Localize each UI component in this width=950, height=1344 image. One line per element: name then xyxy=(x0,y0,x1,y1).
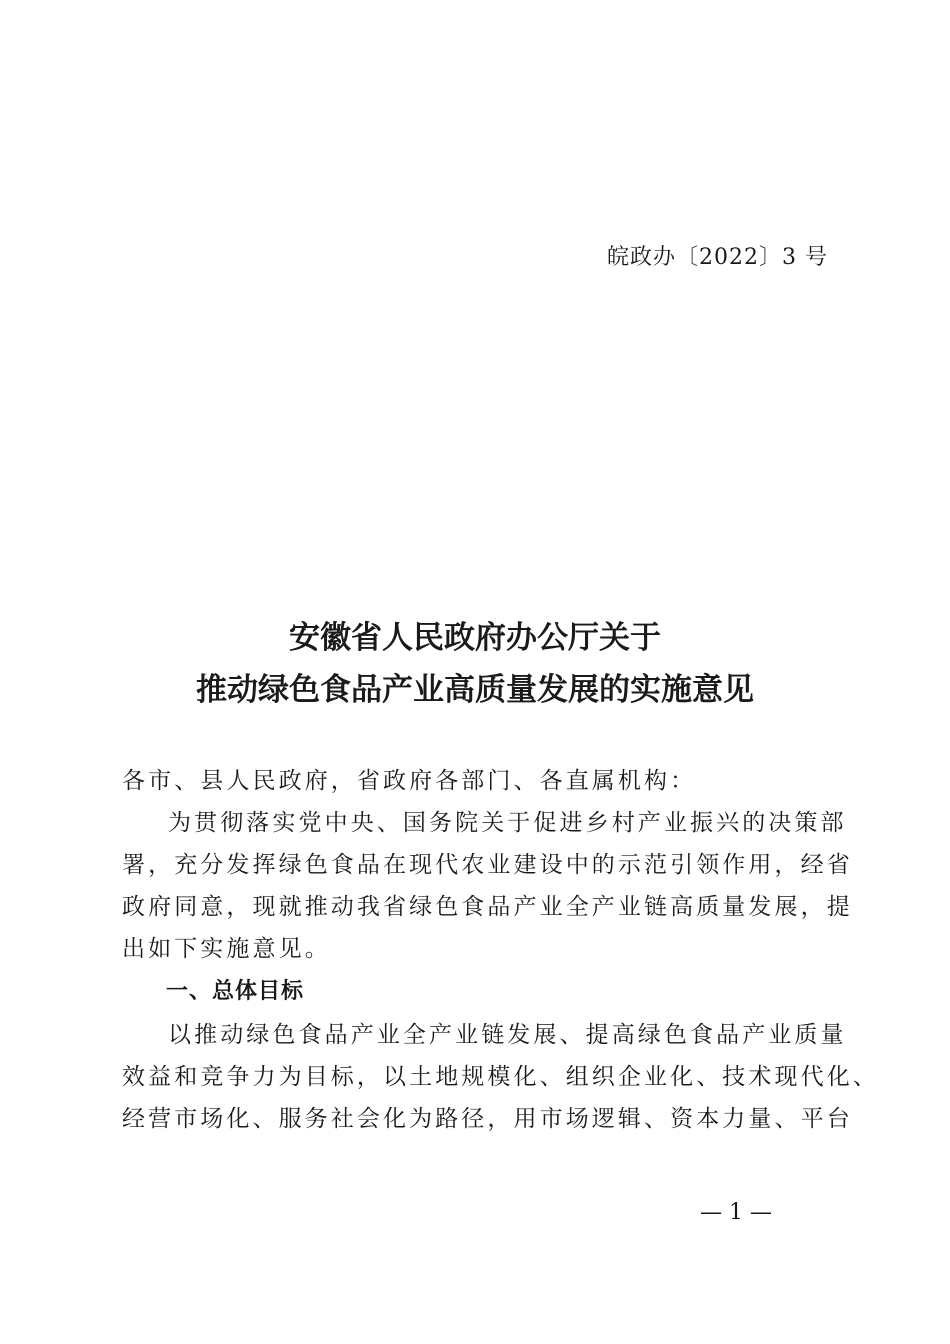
section-1-heading: 一、总体目标 xyxy=(166,979,305,1004)
section-1-line-2: 效益和竞争力为目标，以土地规模化、组织企业化、技术现代化、 xyxy=(122,1064,879,1090)
document-body xyxy=(122,760,879,1140)
title-line-2: 推动绿色食品产业高质量发展的实施意见 xyxy=(196,672,754,708)
salutation: 各市、县人民政府，省政府各部门、各直属机构： xyxy=(122,768,697,794)
page-number: — 1 — xyxy=(700,1200,772,1225)
title-line-1: 安徽省人民政府办公厅关于 xyxy=(289,620,661,656)
document-title xyxy=(0,612,950,716)
intro-line-3: 政府同意，现就推动我省绿色食品产业全产业链高质量发展，提 xyxy=(122,894,853,920)
intro-line-1: 为贯彻落实党中央、国务院关于促进乡村产业振兴的决策部 xyxy=(168,810,847,836)
document-number: 皖政办〔2022〕3 号 xyxy=(607,245,828,270)
section-1-line-3: 经营市场化、服务社会化为路径，用市场逻辑、资本力量、平台 xyxy=(122,1106,853,1132)
intro-line-2: 署，充分发挥绿色食品在现代农业建设中的示范引领作用，经省 xyxy=(122,852,853,878)
intro-line-4: 出如下实施意见。 xyxy=(122,936,331,962)
section-1-line-1: 以推动绿色食品产业全产业链发展、提高绿色食品产业质量 xyxy=(168,1022,847,1048)
